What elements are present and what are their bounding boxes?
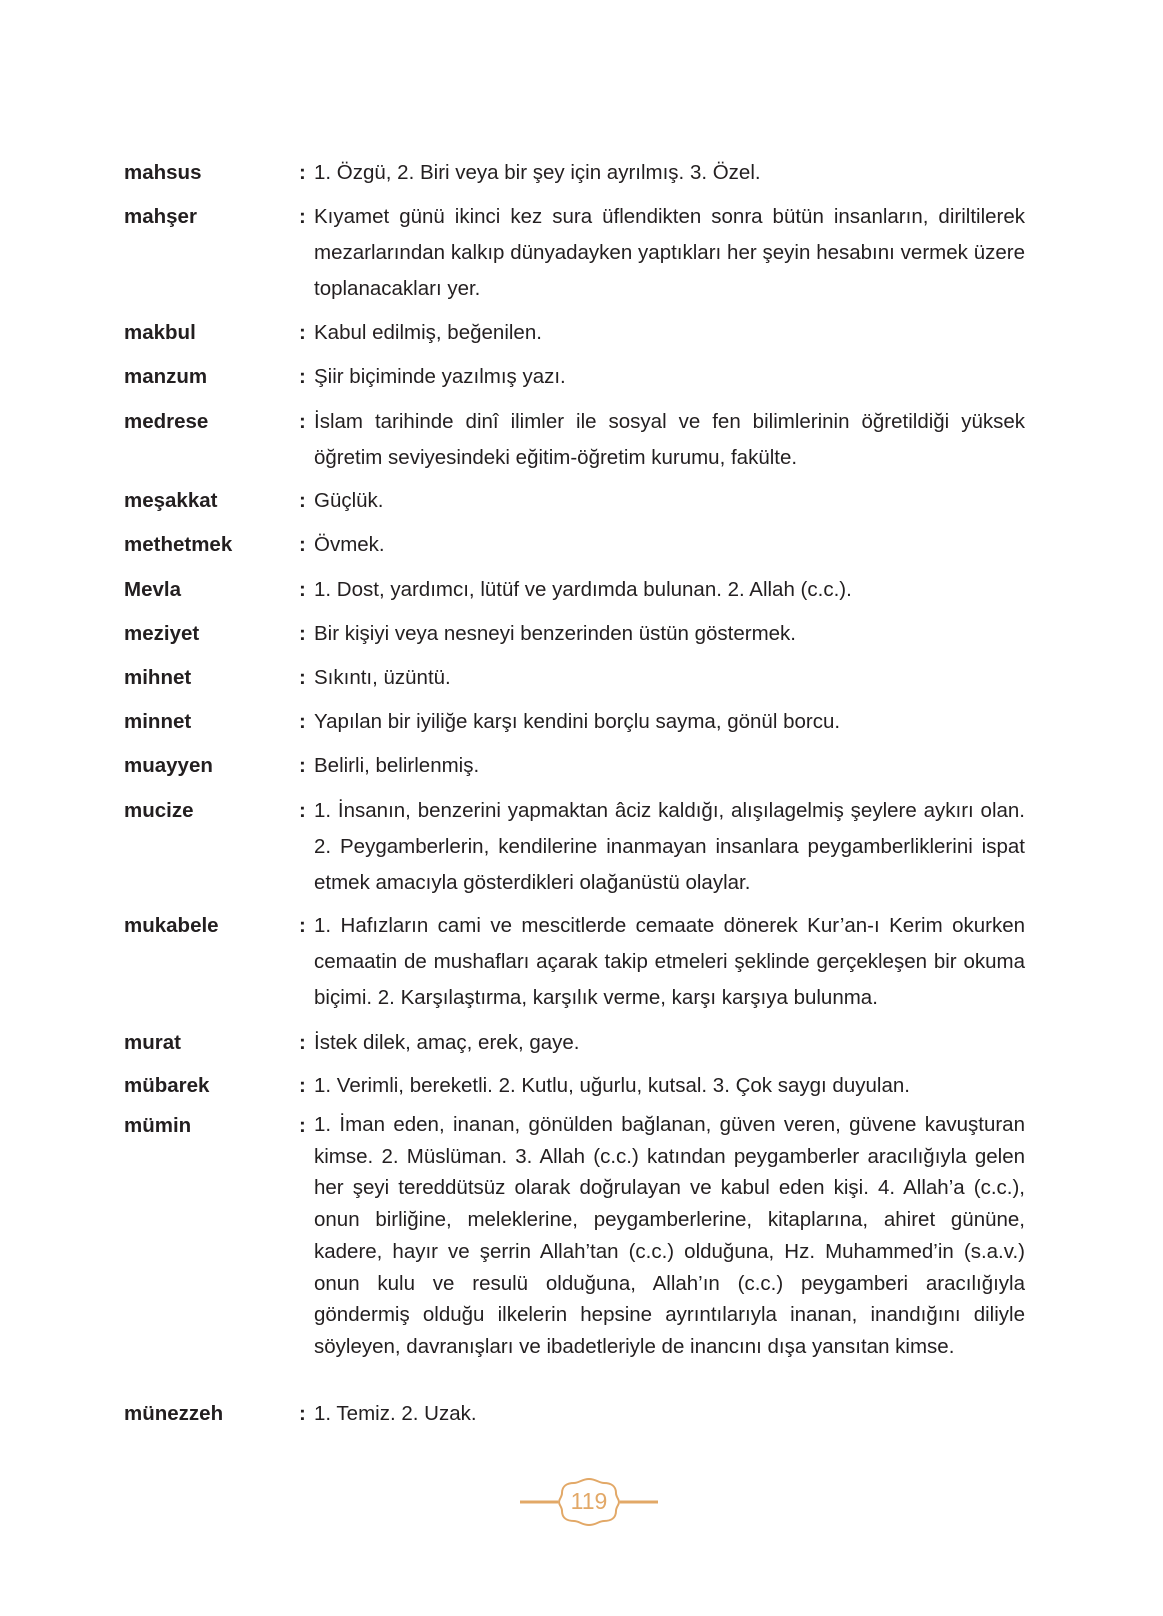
term-separator: : <box>299 1031 306 1054</box>
term-separator: : <box>299 754 306 777</box>
glossary-definition: 1. Dost, yardımcı, lütüf ve yardımda bulunan. 2. Allah (c.c.). <box>314 578 852 601</box>
term-separator: : <box>299 710 306 733</box>
glossary-definition: 1. Temiz. 2. Uzak. <box>314 1402 477 1425</box>
glossary-term: mihnet <box>124 666 192 689</box>
glossary-definition: 1. Verimli, bereketli. 2. Kutlu, uğurlu, kutsal. 3. Çok saygı duyulan. <box>314 1074 910 1097</box>
glossary-definition: Kıyamet günü ikinci kez sura üflendikten sonra bütün insanların, diriltilerek mezarlarından kalkıp dünyadayken yaptıkları her şeyin hesabını vermek üzere toplanacakları yer. <box>314 205 1025 300</box>
glossary-term: muayyen <box>124 754 213 777</box>
glossary-term: manzum <box>124 365 208 388</box>
glossary-definition: Güçlük. <box>314 489 384 512</box>
glossary-definition: 1. Hafızların cami ve mescitlerde cemaate dönerek Kur’an-ı Kerim okurken cemaatin de mushafları açarak takip etmeleri şeklinde gerçekleşen bir okuma biçimi. 2. Karşılaştırma, karşılık verme, karşı karşıya bulunma. <box>314 914 1025 1009</box>
term-separator: : <box>299 410 306 433</box>
glossary-term: mahşer <box>124 205 197 228</box>
glossary-definition: İstek dilek, amaç, erek, gaye. <box>314 1031 580 1054</box>
glossary-term: murat <box>124 1031 181 1054</box>
term-separator: : <box>299 666 306 689</box>
term-separator: : <box>299 321 306 344</box>
glossary-term: münezzeh <box>124 1402 224 1425</box>
glossary-term: mucize <box>124 799 194 822</box>
glossary-definition: Yapılan bir iyiliğe karşı kendini borçlu sayma, gönül borcu. <box>314 710 841 733</box>
glossary-term: makbul <box>124 321 196 344</box>
glossary-definition: Belirli, belirlenmiş. <box>314 754 480 777</box>
glossary-definition: 1. İnsanın, benzerini yapmaktan âciz kaldığı, alışılagelmiş şeylere aykırı olan. 2. Peygamberlerin, kendilerine inanmayan insanlara peygamberliklerini ispat etmek amacıyla gösterdikleri olağanüstü olaylar. <box>314 799 1025 894</box>
glossary-term: Mevla <box>124 578 181 601</box>
glossary-term: mahsus <box>124 161 202 184</box>
term-separator: : <box>299 799 306 822</box>
glossary-term: meziyet <box>124 622 200 645</box>
glossary-term: methetmek <box>124 533 233 556</box>
glossary-definition: Şiir biçiminde yazılmış yazı. <box>314 365 566 388</box>
glossary-definition: 1. Özgü, 2. Biri veya bir şey için ayrılmış. 3. Özel. <box>314 161 761 184</box>
term-separator: : <box>299 622 306 645</box>
term-separator: : <box>299 365 306 388</box>
glossary-definition: Kabul edilmiş, beğenilen. <box>314 321 542 344</box>
term-separator: : <box>299 533 306 556</box>
glossary-definition: Bir kişiyi veya nesneyi benzerinden üstün göstermek. <box>314 622 796 645</box>
glossary-term: meşakkat <box>124 489 218 512</box>
glossary-term: mukabele <box>124 914 219 937</box>
term-separator: : <box>299 161 306 184</box>
term-separator: : <box>299 578 306 601</box>
glossary-definition: Övmek. <box>314 533 385 556</box>
term-separator: : <box>299 1074 306 1097</box>
term-separator: : <box>299 914 306 937</box>
term-separator: : <box>299 205 306 228</box>
glossary-term: medrese <box>124 410 209 433</box>
glossary-definition: 1. İman eden, inanan, gönülden bağlanan, güven veren, güvene kavuşturan kimse. 2. Müslüman. 3. Allah (c.c.) katından peygamberler aracılığıyla gelen her şeyi tereddütsüz olarak doğrulayan ve kabul eden kişi. 4. Allah’a (c.c.), onun birliğine, meleklerine, peygamberlerine, kitaplarına, ahiret gününe, kadere, hayır ve şerrin Allah’tan (c.c.) olduğuna, Hz. Muhammed’in (s.a.v.) onun kulu ve resulü olduğuna, Allah’ın (c.c.) peygamberi aracılığıyla göndermiş olduğu ilkelerin hepsine ayrıntılarıyla inanan, inandığını diliyle söyleyen, davranışları ve ibadetleriyle de inancını dışa yansıtan kimse. <box>314 1113 1025 1358</box>
glossary-definition: İslam tarihinde dinî ilimler ile sosyal ve fen bilimlerinin öğretildiği yüksek öğretim seviyesindeki eğitim-öğretim kurumu, fakülte. <box>314 410 1025 469</box>
glossary-definition: Sıkıntı, üzüntü. <box>314 666 451 689</box>
glossary-term: mübarek <box>124 1074 210 1097</box>
term-separator: : <box>299 1402 306 1425</box>
term-separator: : <box>299 489 306 512</box>
term-separator: : <box>299 1114 306 1137</box>
page-number: 119 <box>570 1488 608 1514</box>
glossary-term: mümin <box>124 1114 192 1137</box>
glossary-term: minnet <box>124 710 192 733</box>
page-number-badge <box>520 1475 658 1529</box>
